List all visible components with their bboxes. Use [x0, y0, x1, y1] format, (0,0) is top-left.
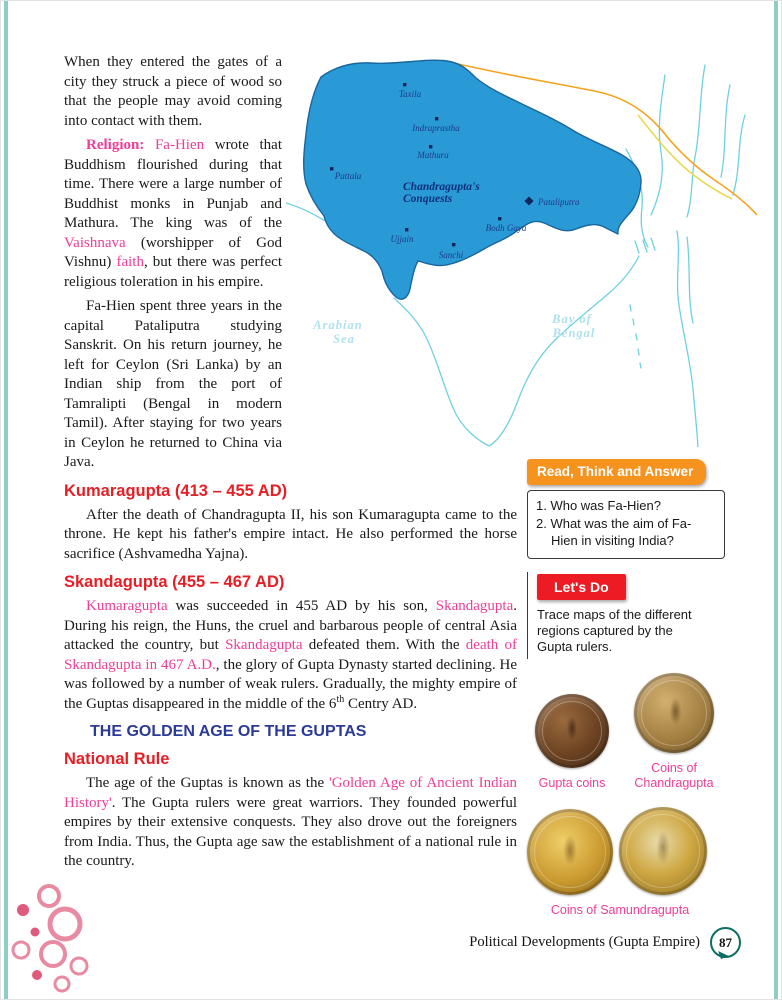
read-think-answer-box — [527, 490, 725, 560]
map-label-pataliputra: Pataliputra — [538, 197, 580, 207]
map-label-pattala: Pattala — [334, 171, 362, 181]
ordinal-superscript: th — [336, 693, 345, 705]
question-1: 1. Who was Fa-Hien? — [536, 497, 661, 513]
lets-do-text: Trace maps of the different regions captured by the Gupta rulers. — [537, 607, 692, 654]
map-label-conquests-line2: Conquests — [403, 193, 453, 205]
right-sidebar — [527, 459, 759, 918]
page-footer — [469, 927, 741, 958]
read-think-answer-badge: Read, Think and Answer — [527, 459, 706, 485]
map-marker-mathura — [429, 145, 432, 148]
map-label-indraprastha: Indraprastha — [412, 123, 460, 133]
map-label-bay-of-bengal-2: Bengal — [552, 326, 596, 340]
decorative-bubbles — [7, 880, 117, 995]
skandagupta-text-2: . During his reign, the Huns, the cruel and barbarous people of central Asia attacked the country, but — [64, 598, 517, 653]
gupta-empire-map — [286, 57, 759, 447]
coins-figures — [527, 673, 719, 918]
golden-age-text-1: The age of the Guptas is known as the — [86, 775, 329, 791]
page-content — [1, 1, 781, 918]
religion-text-1: wrote that Buddhism flourished during that time. There were a large number of Buddhist monks in Punjab and Mathura. The king was of the — [64, 137, 282, 231]
religion-text-2: (worshipper of God Vishnu) — [64, 234, 282, 270]
page-number: 87 — [719, 934, 732, 950]
gupta-coin-column — [527, 694, 617, 791]
read-think-answer-section — [527, 459, 759, 559]
skandagupta-text-4: , the glory of Gupta Dynasty started declining. He was followed by a number of weak rulers. Gradually, the mighty empire of the Guptas disappeared in the middle of the 6 — [64, 656, 517, 712]
map-marker-ujjain — [405, 228, 408, 231]
chandragupta-coin-image — [634, 673, 714, 753]
coin-row-2 — [527, 807, 719, 895]
kumaragupta-term: Kumaragupta — [86, 598, 168, 614]
chandragupta-coin-caption: Coins of Chandragupta — [634, 761, 714, 790]
fa-hien-travels-text: Fa-Hien spent three years in the capital Pataliputra studying Sanskrit. On his return journey, he left for Ceylon (Sri Lanka) by an Indian ship from the port of Tamralipti (Bengal in modern Tamil). After staying for two years in Ceylon he returned to China via Java. — [64, 298, 282, 470]
map-marker-taxila — [403, 83, 406, 86]
map-label-sanchi: Sanchi — [438, 250, 464, 260]
skandagupta-text-5: Centry AD. — [344, 695, 418, 712]
map-label-ujjain: Ujjain — [390, 234, 414, 244]
skandagupta-text-1: was succeeded in 455 AD by his son, — [167, 598, 436, 614]
lets-do-badge: Let's Do — [537, 574, 626, 600]
right-edge-strip — [774, 1, 778, 999]
fa-hien-name: Fa-Hien — [144, 137, 215, 153]
heading-national-rule: National Rule — [64, 750, 170, 768]
faith-term: faith — [116, 254, 144, 270]
skandagupta-term-2: Skandagupta — [225, 637, 303, 653]
footer-chapter-title: Political Developments (Gupta Empire) — [469, 934, 700, 950]
golden-age-term: 'Golden Age of Ancient Indian History' — [64, 775, 517, 811]
samundragupta-coin-caption: Coins of Samundragupta — [550, 903, 690, 917]
map-label-mathura: Mathura — [417, 150, 449, 160]
golden-age-text-2: . The Gupta rulers were great warriors. They founded powerful empires by their extensive conquests. They also drove out the foreigners from India. Thus, the Gupta age saw the establishment of a national rule in the country. — [64, 794, 517, 869]
map-marker-indraprastha — [435, 117, 438, 120]
kumaragupta-text: After the death of Chandragupta II, his son Kumaragupta came to the throne. He kept his father's empire intact. He also performed the horse sacrifice (Ashvamedha Yajna). — [64, 506, 517, 562]
map-label-bodh-gaya: Bodh Gaya — [485, 223, 527, 233]
page-number-badge — [710, 927, 741, 958]
question-2: 2. What was the aim of Fa-Hien in visiting India? — [536, 516, 692, 548]
coin-row-1 — [527, 673, 719, 791]
heading-skandagupta: Skandagupta (455 – 467 AD) — [64, 573, 285, 591]
vaishnava-term: Vaishnava — [64, 234, 126, 251]
heading-golden-age: THE GOLDEN AGE OF THE GUPTAS — [90, 723, 367, 740]
paragraph-city-gates-text: When they entered the gates of a city they struck a piece of wood so that the people may avoid coming into contact with them. — [64, 54, 282, 129]
skandagupta-term-1: Skandagupta — [435, 598, 514, 614]
left-edge-strip — [4, 1, 8, 999]
lets-do-section — [527, 572, 759, 659]
map-label-bay-of-bengal-1: Bay of — [552, 312, 592, 326]
map-label-taxila: Taxila — [398, 89, 422, 99]
death-of-skandagupta-term: death of Skandagupta in 467 A.D. — [64, 637, 518, 673]
gupta-coin-image — [535, 694, 609, 768]
map-marker-pattala — [330, 167, 333, 170]
chandragupta-coin-column — [629, 673, 719, 791]
map-label-conquests-line1: Chandragupta's — [403, 181, 480, 193]
gupta-coin-caption: Gupta coins — [538, 776, 606, 790]
map-svg — [286, 57, 759, 447]
map-marker-bodh-gaya — [498, 217, 501, 220]
samundragupta-coin-image-1 — [527, 809, 613, 895]
religion-text-3: , but there was perfect religious toleration in his empire. — [64, 254, 283, 290]
skandagupta-text-3: defeated them. With the — [302, 637, 466, 653]
samundragupta-coin-image-2 — [619, 807, 707, 895]
map-label-arabian-sea-2: Sea — [333, 332, 355, 346]
map-marker-sanchi — [452, 243, 455, 246]
religion-label: Religion: — [86, 137, 145, 153]
heading-kumaragupta: Kumaragupta (413 – 455 AD) — [64, 481, 288, 500]
map-label-arabian-sea-1: Arabian — [313, 318, 363, 332]
